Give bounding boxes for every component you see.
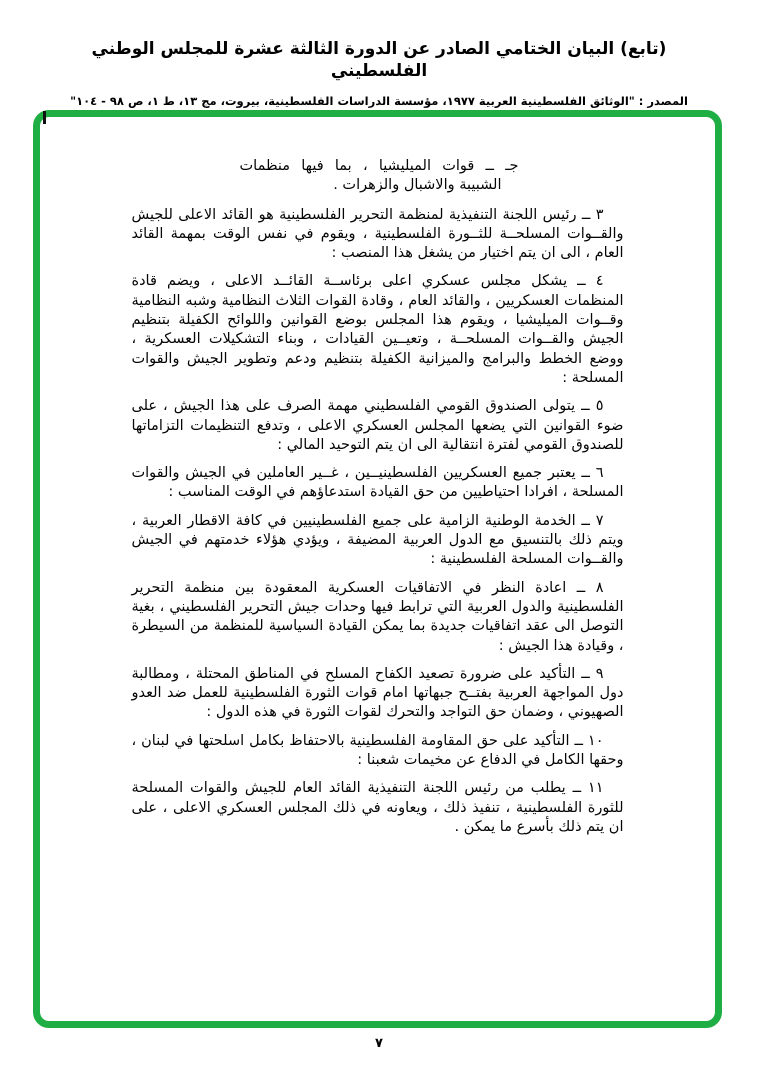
document-frame bbox=[33, 110, 722, 1028]
clause-4: ٤ ــ يشكل مجلس عسكري اعلى برئاســة القائــد الاعلى ، ويضم قادة المنظمات العسكريين ، والقائد العام ، وقادة القوات الثلاث النظامية وشبه النظامية وقــوات الميليشيا ، ويقوم هذا المجلس بوضع القوانين واللوائح الكفيلة بتنظيم الجيش والقــوات المسلحــة ، وتعيــين القيادات ، وبناء التشكيلات العسكرية ، ووضع الخطط والبرامج والميزانية الكفيلة بتنظيم ودعم وتطوير الجيش والقوات المسلحة : bbox=[131, 273, 624, 386]
page-header bbox=[0, 38, 758, 108]
clause-5: ٥ ــ يتولى الصندوق القومي الفلسطيني مهمة الصرف على هذا الجيش ، على ضوء القوانين التي يضعها المجلس العسكري الاعلى ، وتدفع التنظيمات التزاماتها للصندوق القومي لفترة انتقالية الى ان يتم التوحيد المالي : bbox=[131, 398, 624, 453]
clause-6: ٦ ــ يعتبر جميع العسكريين الفلسطينيــين ، غــير العاملين في الجيش والقوات المسلحة ، افرادا احتياطيين من حق القيادة استدعاؤهم في الوقت المناسب : bbox=[131, 465, 624, 501]
source-citation: المصدر : "الوثائق الفلسطينية العربية ١٩٧٧، مؤسسة الدراسات الفلسطينية، بيروت، مج ١٣، ط ١، ص ٩٨ - ١٠٤" bbox=[70, 94, 688, 108]
list-item-jeem: جـ ــ قوات الميليشيا ، بما فيها منظمات الشبيبة والاشبال والزهرات . bbox=[239, 158, 519, 194]
clause-7: ٧ ــ الخدمة الوطنية الزامية على جميع الفلسطينيين في كافة الاقطار العربية ، ويتم ذلك بالتنسيق مع الدول العربية المضيفة ، ويؤدي هؤلاء خدمتهم في الجيش والقــوات المسلحة الفلسطينية : bbox=[131, 512, 624, 568]
clause-8: ٨ ــ اعادة النظر في الاتفاقيات العسكرية المعقودة بين منظمة التحرير الفلسطينية والدول العربية التي ترابط فيها وحدات جيش التحرير الفلسطيني ، بغية التوصل الى عقد اتفاقيات جديدة بما يمكن القيادة السياسية للمنظمة من السيطرة ، وقيادة هذا الجيش : bbox=[131, 579, 624, 654]
clause-9: ٩ ــ التأكيد على ضرورة تصعيد الكفاح المسلح في المناطق المحتلة ، ومطالبة دول المواجهة العربية بفتــح جبهاتها امام قوات الثورة الفلسطينية للعمل ضد العدو الصهيوني ، وضمان حق التواجد والتحرك لقوات الثورة في هذه الدول : bbox=[131, 665, 624, 721]
print-artifact-mark bbox=[43, 111, 46, 124]
page-number: ٧ bbox=[375, 1036, 383, 1051]
document-body bbox=[132, 157, 624, 837]
clause-10: ١٠ ــ التأكيد على حق المقاومة الفلسطينية بالاحتفاظ بكامل اسلحتها في لبنان ، وحقها الكامل في الدفاع عن مخيمات شعبنا : bbox=[131, 732, 624, 769]
page-footer bbox=[0, 1032, 758, 1051]
clause-3: ٣ ــ رئيس اللجنة التنفيذية لمنظمة التحرير الفلسطينية هو القائد الاعلى للجيش والقــوات المسلحــة للثــورة الفلسطينية ، ويقوم في نفس الوقت بمهمة القائد العام ، الى ان يتم اختيار من يشغل هذا المنصب : bbox=[131, 206, 624, 262]
document-title: (تابع) البيان الختامي الصادر عن الدورة الثالثة عشرة للمجلس الوطني الفلسطيني bbox=[91, 39, 667, 81]
clause-11: ١١ ــ يطلب من رئيس اللجنة التنفيذية القائد العام للجيش والقوات المسلحة للثورة الفلسطينية ، تنفيذ ذلك ، ويعاونه في ذلك المجلس العسكري الاعلى ، على ان يتم ذلك بأسرع ما يمكن . bbox=[131, 780, 624, 835]
